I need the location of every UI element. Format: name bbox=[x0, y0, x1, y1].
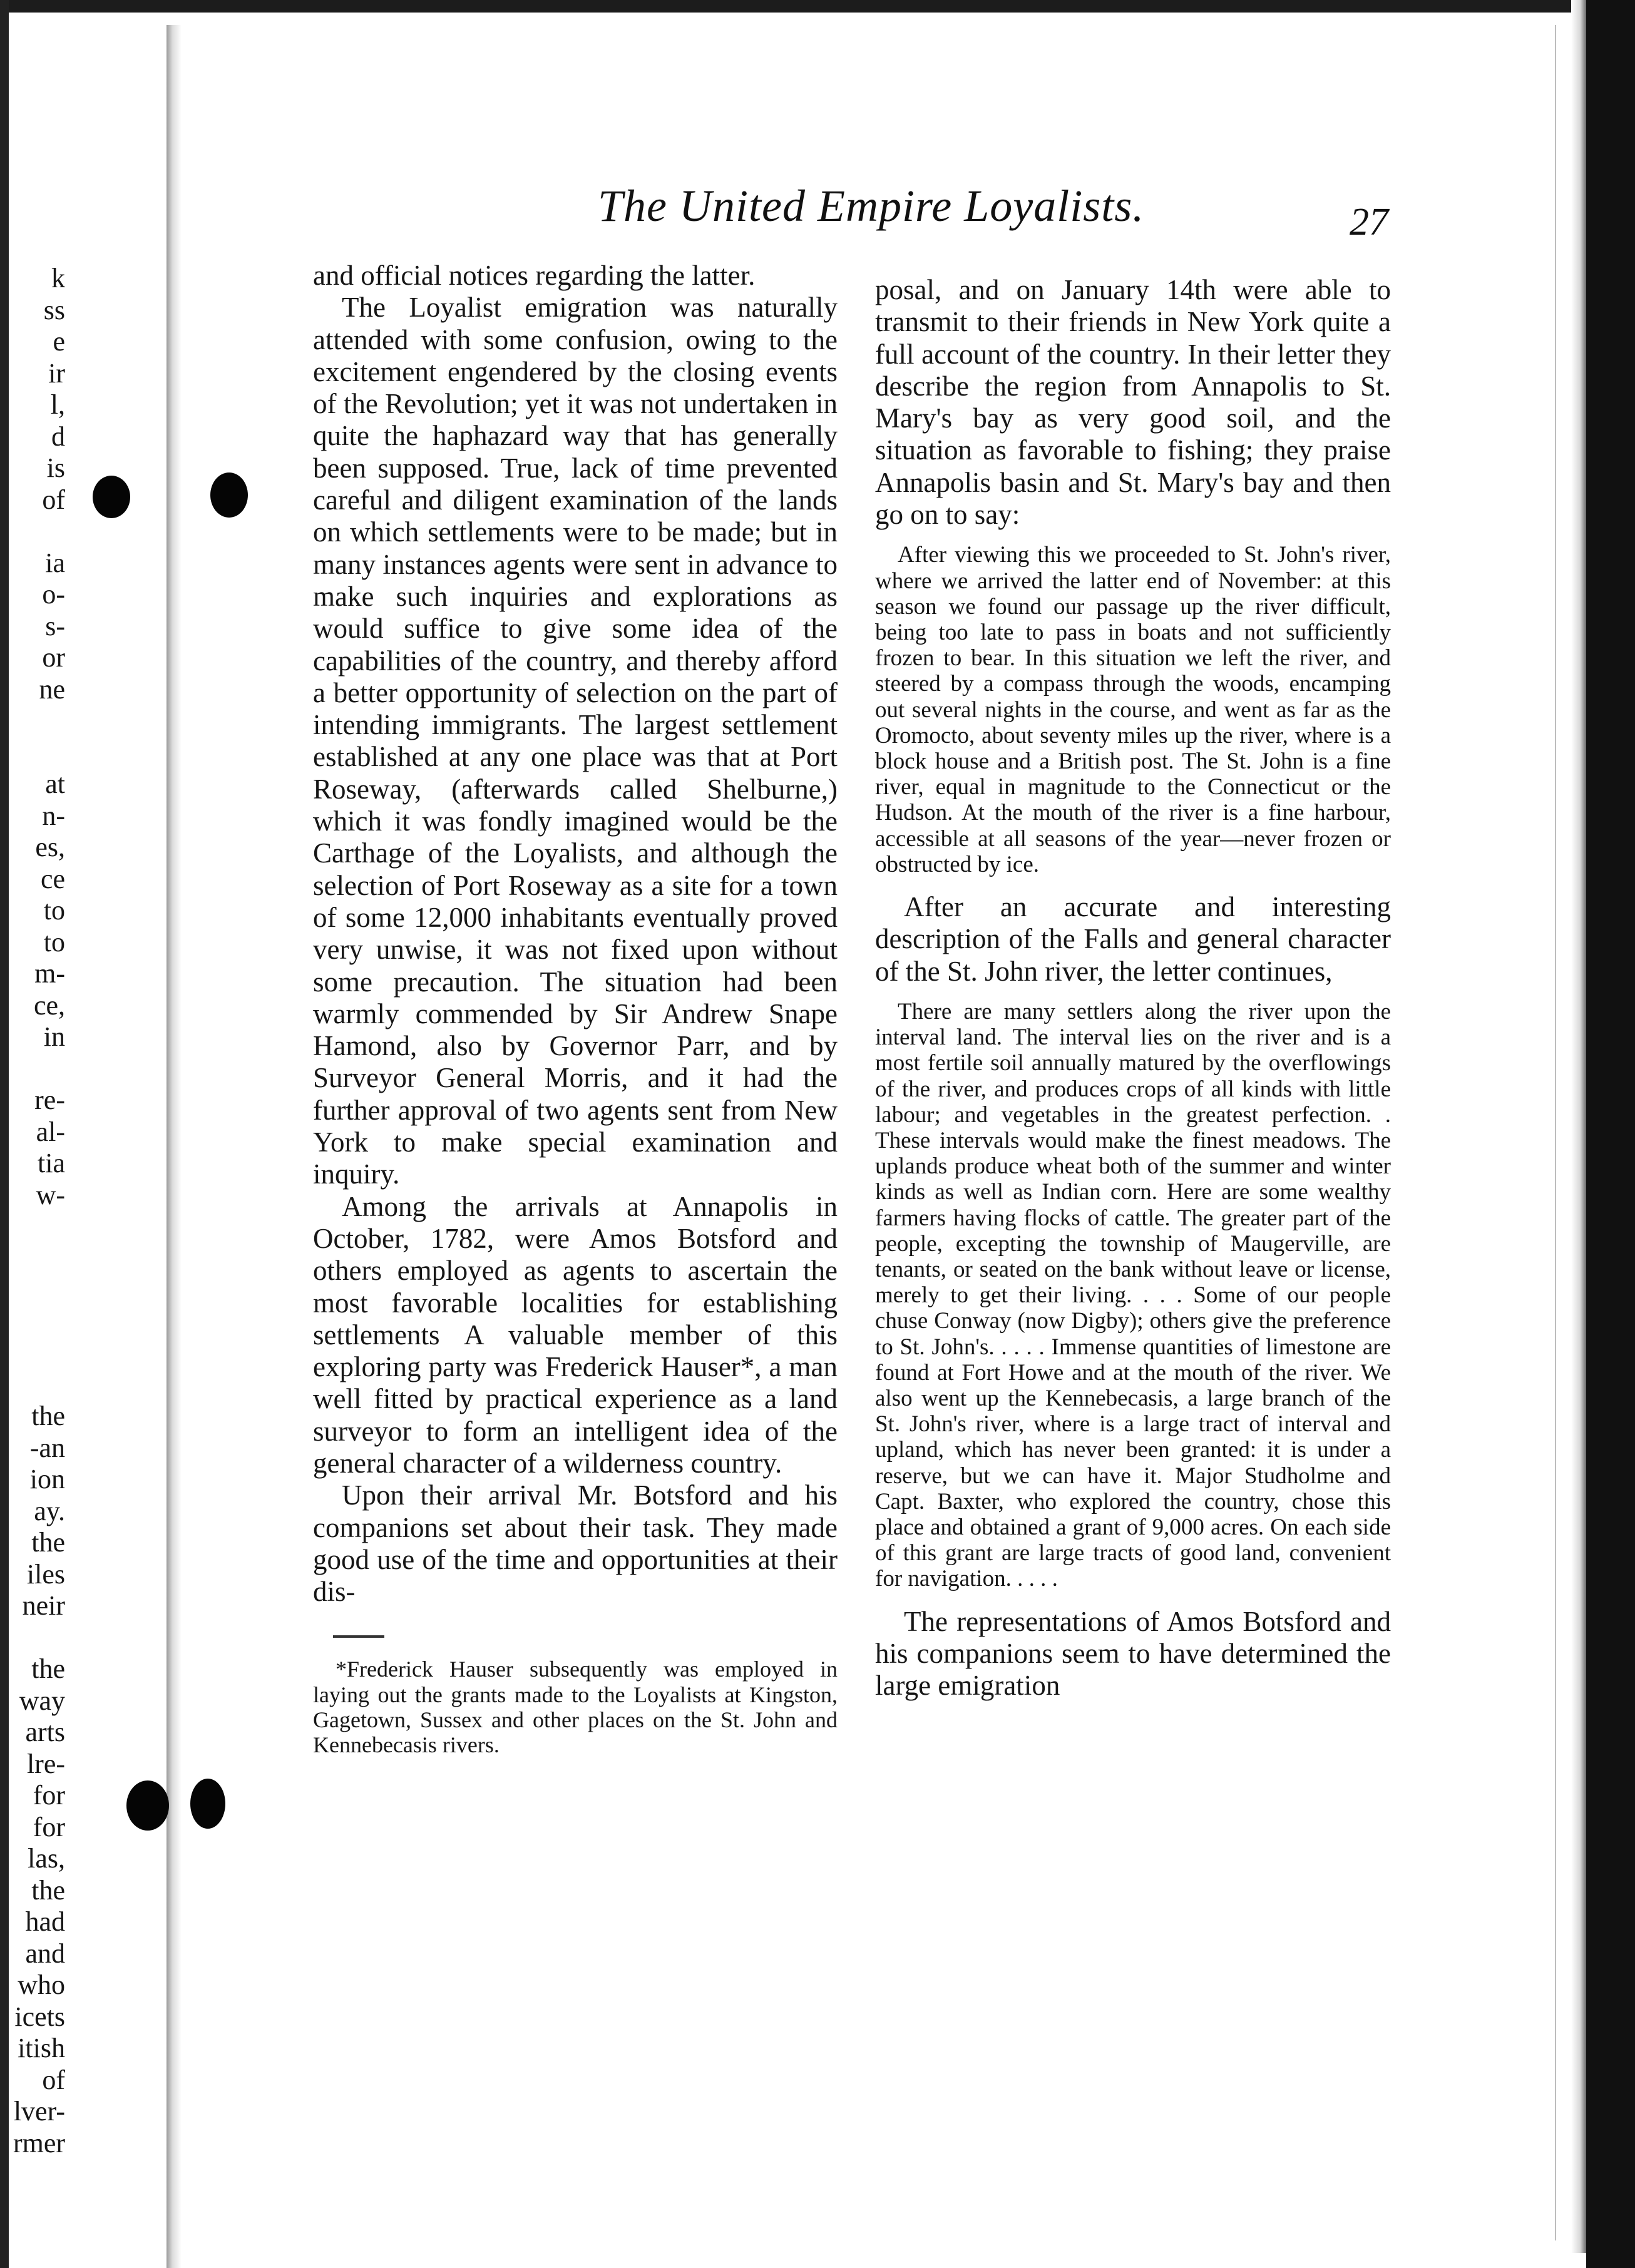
fragment-line: w- bbox=[36, 1179, 65, 1210]
fragment-line bbox=[9, 1274, 65, 1306]
left-continuation: and official notices regarding the latter. bbox=[313, 260, 756, 291]
fragment-line: las, bbox=[28, 1843, 65, 1874]
fragment-line bbox=[9, 705, 65, 737]
fragment-line: rmer bbox=[13, 2127, 65, 2158]
fragment-line: ia bbox=[45, 547, 65, 578]
binding-hole-left-2 bbox=[126, 1780, 169, 1831]
fragment-line: al- bbox=[36, 1116, 65, 1147]
fragment-line: the bbox=[31, 1874, 65, 1906]
fragment-line: n- bbox=[42, 800, 65, 831]
fragment-line: d bbox=[51, 421, 65, 452]
fragment-line: to bbox=[43, 895, 65, 926]
left-paragraph-3: Upon their arrival Mr. Botsford and his companions set about their task. They made good use of the time and opportunities at their dis- bbox=[313, 1479, 838, 1608]
left-column bbox=[313, 260, 838, 1757]
scan-border-right bbox=[1586, 0, 1635, 2268]
page-edge-line bbox=[1555, 25, 1562, 2240]
fragment-line: icets bbox=[14, 2001, 65, 2032]
fragment-line: of bbox=[42, 2064, 65, 2095]
fragment-line: the bbox=[31, 1653, 65, 1684]
fragment-line: to bbox=[43, 926, 65, 958]
fragment-line: is bbox=[46, 452, 65, 483]
fragment-line: for bbox=[33, 1780, 65, 1811]
fragment-line bbox=[9, 1306, 65, 1338]
fragment-line: and bbox=[25, 1938, 65, 1969]
fragment-line bbox=[9, 516, 65, 548]
fragment-line: neir bbox=[22, 1590, 65, 1621]
fragment-line: k bbox=[51, 263, 65, 294]
fragment-line: l, bbox=[50, 389, 65, 420]
fragment-line: ir bbox=[48, 357, 65, 389]
fragment-line: tia bbox=[38, 1148, 65, 1178]
fragment-line: ne bbox=[39, 673, 65, 705]
fragment-line: at bbox=[45, 769, 65, 799]
left-paragraph-2: Among the arrivals at Annapolis in October, 1782, were Amos Botsford and others employed as agents to ascertain the most favorable localities for establishing settlements A valuable member of this exploring party was Frederick Hauser*, a man well fitted by practical experience as a land surveyor to form an intelligent idea of the general character of a wilderness country. bbox=[313, 1190, 838, 1479]
fragment-line: ay. bbox=[34, 1495, 65, 1526]
right-column bbox=[875, 274, 1391, 1702]
fragment-line: s- bbox=[45, 610, 65, 641]
fragment-line: ss bbox=[43, 294, 65, 325]
fragment-line bbox=[9, 1337, 65, 1369]
fragment-line bbox=[9, 1211, 65, 1243]
fragment-line: arts bbox=[25, 1717, 65, 1747]
fragment-line bbox=[9, 1053, 65, 1085]
scan-border-left bbox=[0, 0, 9, 2268]
scan-border-top bbox=[0, 0, 1635, 13]
fragment-line: for bbox=[33, 1811, 65, 1842]
fragment-line: the bbox=[31, 1401, 65, 1431]
fragment-line: the bbox=[31, 1527, 65, 1558]
right-paragraph-1: After an accurate and interesting description of the Falls and general character of the St. John river, the letter continues, bbox=[875, 891, 1391, 987]
fragment-line bbox=[9, 737, 65, 769]
fragment-line: of bbox=[42, 484, 65, 515]
fragment-line: ce bbox=[40, 863, 65, 894]
quote-1: After viewing this we proceeded to St. John's river, where we arrived the latter end of November: at this season we found our passage up the river difficult, being too late to pass in boats and not sufficiently frozen to bear. In this situation we left the river, and steered by a compass through the woods, encamping out several nights in the course, and went as far as the Oromocto, about seventy miles up the river, where is a block house and a British post. The St. John is a fine river, equal in magnitude to the Connecticut or the Hudson. At the mouth of the river is a fine harbour, accessible at all seasons of the year—never frozen or obstructed by ice. bbox=[875, 542, 1391, 877]
fragment-line: es, bbox=[35, 832, 65, 862]
fragment-line: e bbox=[53, 326, 65, 357]
right-paragraph-2: The representations of Amos Botsford and his companions seem to have determined the large emigration bbox=[875, 1605, 1391, 1702]
page-edge-shadow bbox=[1571, 0, 1586, 2253]
binding-hole-right-2 bbox=[190, 1779, 225, 1829]
fragment-line bbox=[9, 1622, 65, 1654]
fragment-line: itish bbox=[18, 2033, 65, 2063]
footnote-rule bbox=[333, 1635, 384, 1638]
fragment-line: ce, bbox=[33, 989, 65, 1021]
fragment-line: who bbox=[18, 1969, 65, 2000]
page-number: 27 bbox=[1350, 201, 1388, 243]
running-head: The United Empire Loyalists. bbox=[598, 181, 1145, 231]
left-paragraph-1: The Loyalist emigration was naturally attended with some confusion, owing to the excitement engendered by the closing events of the Revolution; yet it was not undertaken in quite the haphazard way that has generally been supposed. True, lack of time prevented careful and diligent examination of the lands on which settlements were to be made; but in many instances agents were sent in advance to make such inquiries and explorations as would suffice to give some idea of the capabilities of the country, and thereby afford a better opportunity of selection on the part of intending immigrants. The largest settlement established at any one place was that at Port Roseway, (afterwards called Shelburne,) which it was fondly imagined would be the Carthage of the Loyalists, and although the selection of Port Roseway as a site for a town of some 12,000 inhabitants eventually proved very unwise, it was not fixed upon without some precaution. The situation had been warmly commended by Sir Andrew Snape Hamond, also by Governor Parr, and by Surveyor General Morris, and it had the further approval of two agents sent from New York to make special examination and inquiry. bbox=[313, 292, 838, 1190]
quote-2: There are many settlers along the river upon the interval land. The interval lies on the river and is a most fertile soil annually matured by the overflowings of the river, and produces crops of all kinds with little labour; and vegetables in the greatest perfection. . These intervals would make the finest meadows. The uplands produce wheat both of the summer and winter kinds as well as Indian corn. Here are some wealthy farmers having flocks of cattle. The greater part of the people, excepting the township of Maugerville, are tenants, or seated on the bank without leave or license, merely to get their living. . . . Some of our people chuse Conway (now Digby); others give the preference to St. John's. . . . . Immense quantities of limestone are found at Fort Howe and at the mouth of the river. We also went up the Kennebecasis, a large branch of the St. John's river, where is a large tract of interval and upland, which has never been granted: it is under a reserve, but we can have it. Major Studholme and Capt. Baxter, who explored the country, chose this place and obtained a grant of 9,000 acres. On each side of this grant are large tracts of good land, convenient for navigation. . . . . bbox=[875, 998, 1391, 1592]
binding-hole-left-1 bbox=[93, 476, 130, 518]
binding-hole-right-1 bbox=[210, 472, 248, 518]
fragment-line: ion bbox=[29, 1464, 65, 1494]
fragment-line: had bbox=[25, 1906, 65, 1937]
fragment-line: iles bbox=[26, 1558, 65, 1590]
footnote: *Frederick Hauser subsequently was employed in laying out the grants made to the Loyalists at Kingston, Gagetown, Sussex and other places on the St. John and Kennebecasis rivers. bbox=[313, 1657, 838, 1758]
fragment-line: re- bbox=[34, 1085, 65, 1115]
fragment-line: lre- bbox=[26, 1748, 65, 1779]
fragment-line: m- bbox=[34, 958, 65, 989]
fragment-line: o- bbox=[42, 579, 65, 610]
fragment-line: or bbox=[42, 642, 65, 673]
fragment-line bbox=[9, 1243, 65, 1275]
fragment-line bbox=[9, 1369, 65, 1401]
fragment-line: in bbox=[43, 1021, 65, 1052]
book-gutter bbox=[167, 25, 182, 2268]
fragment-line: lver- bbox=[13, 2096, 65, 2127]
facing-page-fragments bbox=[9, 263, 65, 2159]
fragment-line: -an bbox=[29, 1432, 65, 1463]
right-continuation: posal, and on January 14th were able to transmit to their friends in New York quite a full account of the country. In their letter they describe the region from Annapolis to St. Mary's bay as very good soil, and the situation as favorable to fishing; they praise Annapolis basin and St. Mary's bay and then go on to say: bbox=[875, 274, 1391, 531]
fragment-line: way bbox=[19, 1685, 65, 1716]
